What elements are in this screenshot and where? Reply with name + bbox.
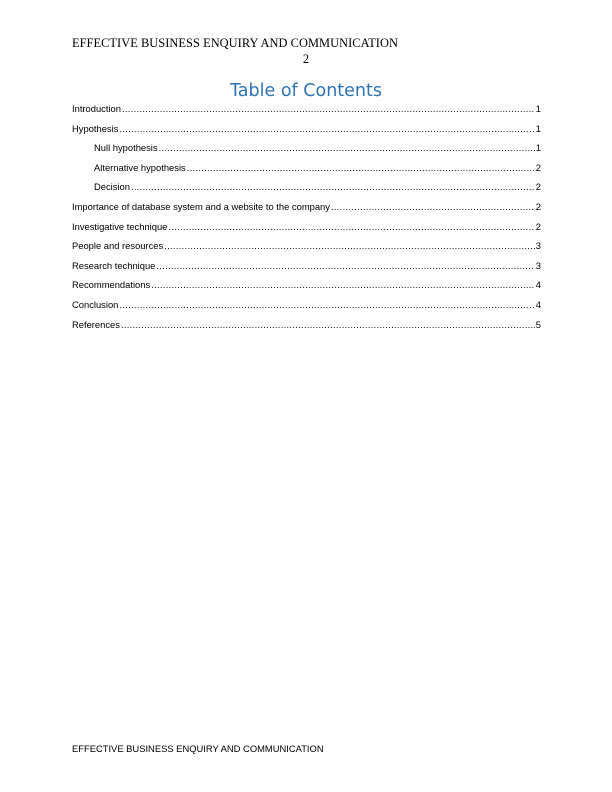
toc-heading: Table of Contents [230, 81, 382, 101]
toc-entry-label: References [72, 318, 120, 330]
toc-entry-null-hypothesis[interactable] [72, 142, 541, 162]
toc-entry-alternative-hypothesis[interactable] [72, 162, 541, 182]
toc-entry-importance-of-database[interactable] [72, 201, 541, 221]
toc-entry-page: 2 [535, 181, 541, 193]
toc-entry-recommendations[interactable] [72, 279, 541, 299]
toc-entry-page: 2 [535, 161, 541, 173]
toc-entry-decision[interactable] [72, 181, 541, 201]
toc-entry-page: 2 [535, 220, 541, 232]
toc-entry-people-and-resources[interactable] [72, 240, 541, 260]
running-header-title: EFFECTIVE BUSINESS ENQUIRY AND COMMUNICATION [72, 36, 398, 50]
toc-dot-leader [331, 201, 535, 212]
toc-dot-leader [151, 279, 535, 290]
toc-entry-label: Hypothesis [72, 122, 119, 134]
toc-entry-page: 5 [535, 318, 541, 330]
toc-entry-label: Research technique [72, 259, 156, 271]
toc-entry-hypothesis[interactable] [72, 123, 541, 143]
toc-dot-leader [164, 240, 535, 251]
toc-dot-leader [122, 103, 535, 114]
toc-dot-leader [187, 162, 535, 173]
page-number: 2 [302, 52, 310, 66]
toc-entry-introduction[interactable] [72, 103, 541, 123]
toc-entry-page: 2 [535, 200, 541, 212]
toc-entry-page: 4 [535, 298, 541, 310]
toc-entry-label: Decision [94, 181, 130, 193]
toc-dot-leader [121, 319, 535, 330]
toc-entry-page: 3 [535, 240, 541, 252]
toc-entry-page: 3 [535, 259, 541, 271]
toc-dot-leader [168, 221, 534, 232]
toc-dot-leader [119, 299, 534, 310]
toc-entry-conclusion[interactable] [72, 299, 541, 319]
toc-entry-label: Introduction [72, 103, 121, 114]
toc-entry-page: 1 [535, 103, 541, 114]
toc-entry-page: 1 [535, 142, 541, 154]
toc-entry-label: People and resources [72, 240, 164, 252]
toc-dot-leader [156, 260, 534, 271]
toc-entry-page: 1 [535, 122, 541, 134]
toc-entry-research-technique[interactable] [72, 260, 541, 280]
toc-dot-leader [119, 123, 534, 134]
toc-entry-label: Conclusion [72, 298, 119, 310]
running-footer-title: EFFECTIVE BUSINESS ENQUIRY AND COMMUNICATION [72, 743, 324, 754]
toc-entry-label: Recommendations [72, 279, 151, 291]
toc-entry-page: 4 [535, 279, 541, 291]
table-of-contents [72, 103, 541, 338]
toc-entry-references[interactable] [72, 319, 541, 339]
toc-entry-label: Investigative technique [72, 220, 168, 232]
toc-entry-investigative-technique[interactable] [72, 221, 541, 241]
toc-dot-leader [159, 142, 535, 153]
toc-entry-label: Null hypothesis [94, 142, 158, 154]
toc-dot-leader [131, 181, 535, 192]
toc-entry-label: Alternative hypothesis [94, 161, 186, 173]
toc-entry-label: Importance of database system and a website to the company [72, 200, 330, 212]
